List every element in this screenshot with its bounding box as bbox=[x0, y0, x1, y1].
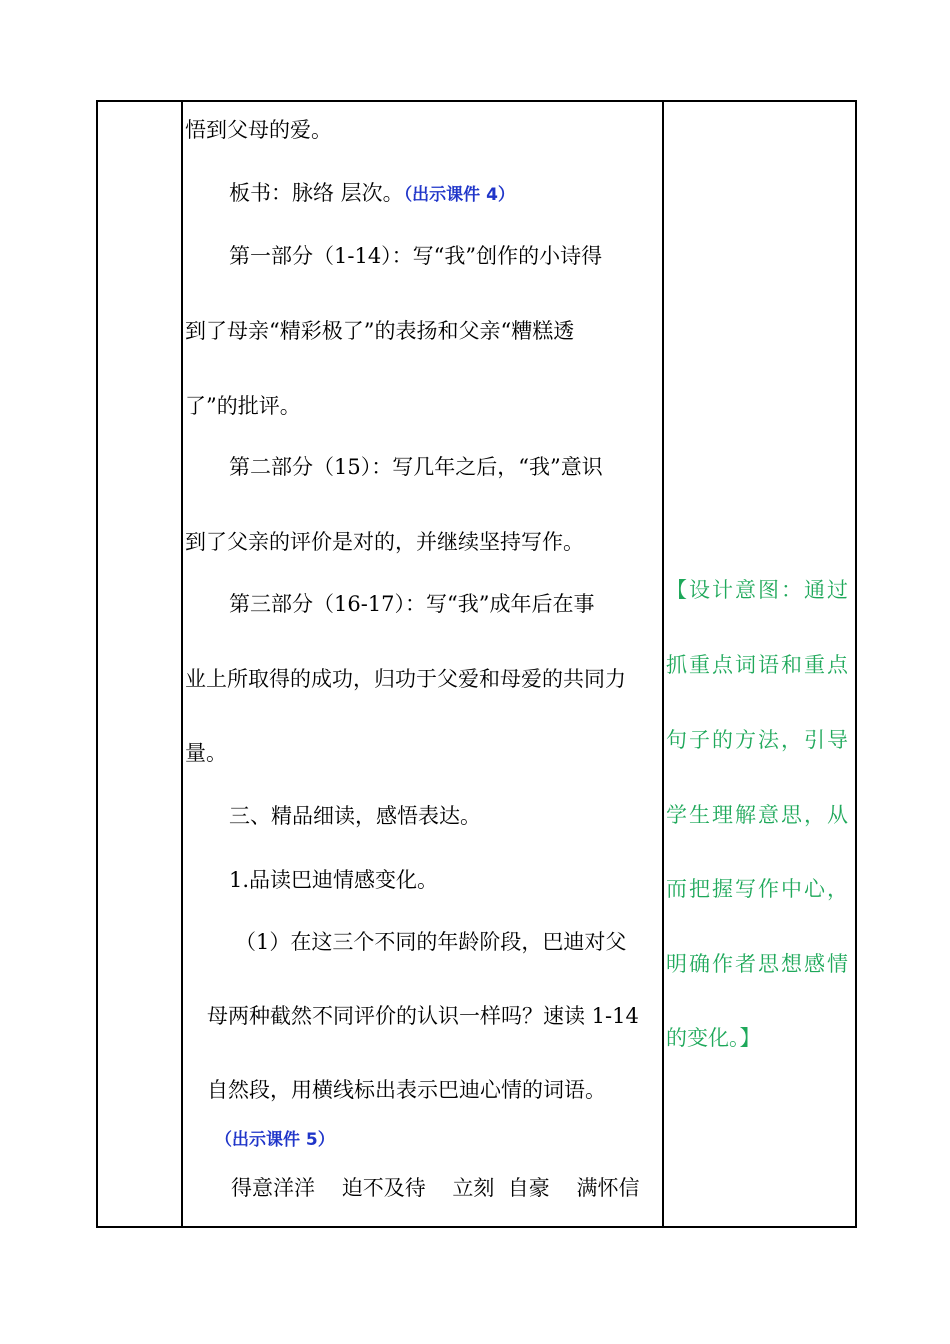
text-line: （1）在这三个不同的年龄阶段，巴迪对父 bbox=[235, 930, 627, 954]
text-line: 量。 bbox=[185, 741, 227, 765]
text-line: 到了母亲“精彩极了”的表扬和父亲“糟糕透 bbox=[185, 319, 575, 343]
design-intent-cell bbox=[663, 101, 856, 1227]
text-line: 自然段，用横线标出表示巴迪心情的词语。 bbox=[207, 1078, 606, 1102]
table-row bbox=[97, 101, 856, 1227]
courseware-note-4: （出示课件 4） bbox=[403, 185, 515, 205]
text-line: 了”的批评。 bbox=[185, 394, 301, 418]
subsection-heading: 1.品读巴迪情感变化。 bbox=[229, 868, 439, 892]
text-line: 悟到父母的爱。 bbox=[185, 118, 332, 142]
text-line: 第二部分（15）：写几年之后，“我”意识 bbox=[229, 455, 603, 479]
design-intent-line: 明确作者思想感情 bbox=[666, 952, 850, 976]
lesson-plan-table bbox=[96, 100, 857, 1228]
text-line: 第一部分（1-14）：写“我”创作的小诗得 bbox=[229, 244, 603, 268]
left-empty-cell bbox=[97, 101, 182, 1227]
design-intent-line: 【设计意图：通过 bbox=[666, 578, 850, 602]
text-line: 板书：脉络 层次。 bbox=[229, 181, 404, 205]
mood-words-line: 得意洋洋 迫不及待 立刻 自豪 满怀信 bbox=[231, 1176, 640, 1200]
design-intent-line: 句子的方法，引导 bbox=[666, 728, 850, 752]
courseware-note-5: （出示课件 5） bbox=[215, 1130, 335, 1150]
text-line: 第三部分（16-17）：写“我”成年后在事 bbox=[229, 592, 595, 616]
text-line: 母两种截然不同评价的认识一样吗？速读 1-14 bbox=[207, 1004, 639, 1028]
design-intent-line: 学生理解意思，从 bbox=[666, 803, 850, 827]
text-line: 业上所取得的成功，归功于父爱和母爱的共同力 bbox=[185, 667, 626, 691]
teaching-process-cell bbox=[182, 101, 663, 1227]
board-writing-line bbox=[229, 179, 515, 209]
design-intent-line: 而把握写作中心， bbox=[666, 877, 850, 901]
design-intent-line: 的变化。】 bbox=[666, 1026, 761, 1050]
text-line: 到了父亲的评价是对的，并继续坚持写作。 bbox=[185, 530, 584, 554]
section-heading: 三、精品细读，感悟表达。 bbox=[229, 804, 481, 828]
design-intent-line: 抓重点词语和重点 bbox=[666, 653, 850, 677]
